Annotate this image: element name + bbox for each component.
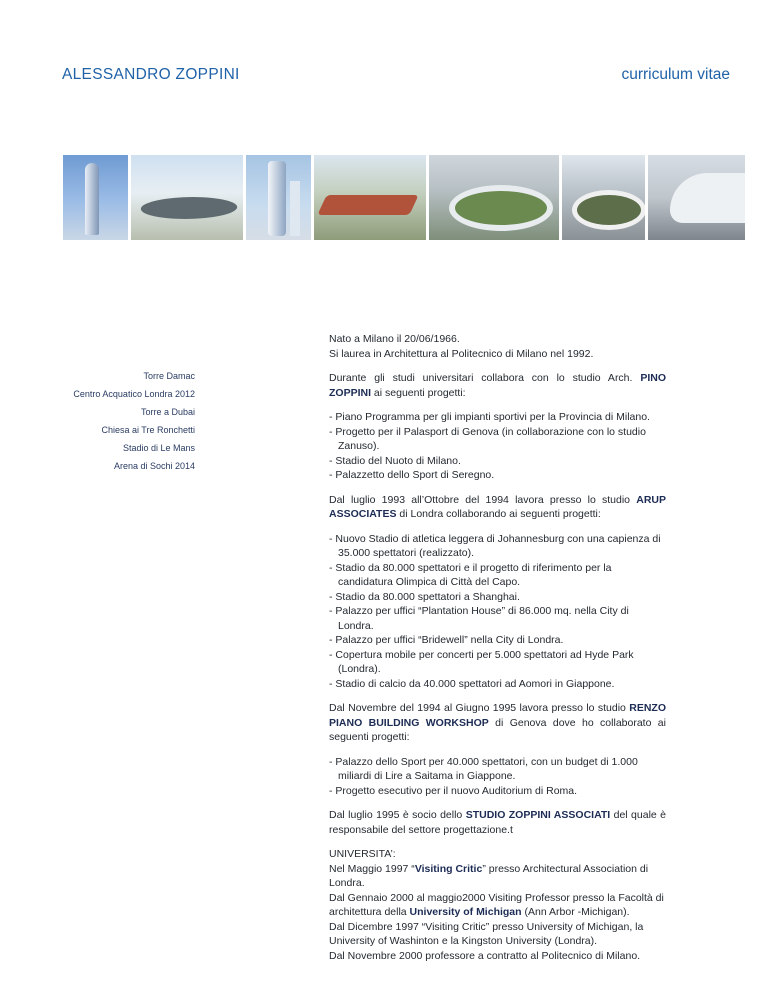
section-heading: UNIVERSITA’: bbox=[329, 848, 396, 860]
role-title: Visiting Critic bbox=[414, 862, 483, 875]
studio-name: PINO ZOPPINI bbox=[329, 372, 666, 399]
project-image bbox=[246, 155, 311, 240]
studio-name: STUDIO ZOPPINI ASSOCIATI bbox=[465, 809, 611, 821]
studio-name: RENZO PIANO BUILDING WORKSHOP bbox=[329, 702, 666, 729]
project-image bbox=[648, 155, 745, 240]
birth-line: Nato a Milano il 20/06/1966. bbox=[329, 333, 460, 345]
list-item: - Progetto esecutivo per il nuovo Auditorium di Roma. bbox=[329, 784, 578, 797]
caption: Torre a Dubai bbox=[140, 407, 195, 417]
caption: Stadio di Le Mans bbox=[122, 443, 195, 453]
project-list bbox=[329, 410, 666, 483]
paragraph-studio-zoppini: Dal luglio 1995 è socio dello STUDIO ZOPPINI ASSOCIATI del quale è responsabile del settore progettazione.t bbox=[329, 809, 667, 836]
cv-body bbox=[329, 332, 666, 973]
project-image bbox=[429, 155, 558, 240]
document-subtitle: curriculum vitae bbox=[621, 66, 730, 83]
list-item: - Stadio di calcio da 40.000 spettatori ad Aomori in Giappone. bbox=[329, 677, 615, 690]
project-image bbox=[131, 155, 243, 240]
university-line: Dal Novembre 2000 professore a contratto al Politecnico di Milano. bbox=[329, 949, 641, 962]
project-image bbox=[314, 155, 426, 240]
paragraph-studies: Durante gli studi universitari collabora con lo studio Arch. PINO ZOPPINI ai seguenti progetti: bbox=[329, 372, 666, 399]
university-section: UNIVERSITA’: Nel Maggio 1997 “Visiting Critic” presso Architectural Association di Londra. Dal Gennaio 2000 al maggio2000 Visiting Professor presso la Facoltà di architettura della University of Michigan (Ann Arbor -Michigan). Dal Dicembre 1997 “Visiting Critic” presso University of Michigan, la University of Washinton e la Kingston University (Londra). Dal Novembre 2000 professore a contratto al Politecnico di Milano. bbox=[329, 848, 664, 962]
list-item: - Palazzetto dello Sport di Seregno. bbox=[329, 469, 495, 481]
list-item: - Copertura mobile per concerti per 5.000 spettatori ad Hyde Park (Londra). bbox=[329, 648, 634, 675]
list-item: - Stadio del Nuoto di Milano. bbox=[329, 454, 461, 467]
studio-name: ARUP ASSOCIATES bbox=[329, 493, 666, 520]
list-item: - Palazzo per uffici “Plantation House” di 86.000 mq. nella City di Londra. bbox=[329, 605, 629, 632]
caption: Chiesa ai Tre Ronchetti bbox=[101, 425, 195, 435]
degree-line: Si laurea in Architettura al Politecnico di Milano nel 1992. bbox=[329, 347, 594, 360]
caption: Torre Damac bbox=[143, 371, 195, 381]
paragraph-arup: Dal luglio 1993 all’Ottobre del 1994 lavora presso lo studio ARUP ASSOCIATES di Londra collaborando ai seguenti progetti: bbox=[329, 493, 666, 520]
paragraph-renzo-piano: Dal Novembre del 1994 al Giugno 1995 lavora presso lo studio RENZO PIANO BUILDING WORKSHOP di Genova dove ho collaborato ai seguenti progetti: bbox=[329, 702, 666, 743]
list-item: - Piano Programma per gli impianti sportivi per la Provincia di Milano. bbox=[329, 411, 650, 423]
caption: Centro Acquatico Londra 2012 bbox=[73, 389, 195, 399]
list-item: - Stadio da 80.000 spettatori e il progetto di riferimento per la candidatura Olimpica di Città del Capo. bbox=[329, 561, 612, 588]
caption: Arena di Sochi 2014 bbox=[113, 461, 195, 471]
list-item: - Palazzo per uffici “Bridewell” nella City di Londra. bbox=[329, 634, 564, 646]
project-image-strip bbox=[63, 155, 745, 240]
university-line: Dal Dicembre 1997 “Visiting Critic” presso University of Michigan, la University of Washinton e la Kingston University (Londra). bbox=[329, 920, 644, 947]
project-image bbox=[63, 155, 128, 240]
list-item: - Nuovo Stadio di atletica leggera di Johannesburg con una capienza di 35.000 spettatori (realizzato). bbox=[329, 532, 661, 559]
project-image bbox=[562, 155, 646, 240]
image-captions bbox=[40, 367, 195, 475]
project-list bbox=[329, 532, 666, 692]
list-item: - Progetto per il Palasport di Genova (in collaborazione con lo studio Zanuso). bbox=[329, 425, 646, 452]
author-name: ALESSANDRO ZOPPINI bbox=[62, 66, 240, 83]
project-list bbox=[329, 755, 666, 799]
list-item: - Palazzo dello Sport per 40.000 spettatori, con un budget di 1.000 miliardi di Lire a Saitama in Giappone. bbox=[329, 755, 638, 782]
list-item: - Stadio da 80.000 spettatori a Shanghai. bbox=[329, 590, 520, 603]
bio-paragraph bbox=[329, 332, 666, 361]
university-name: University of Michigan bbox=[409, 906, 522, 918]
